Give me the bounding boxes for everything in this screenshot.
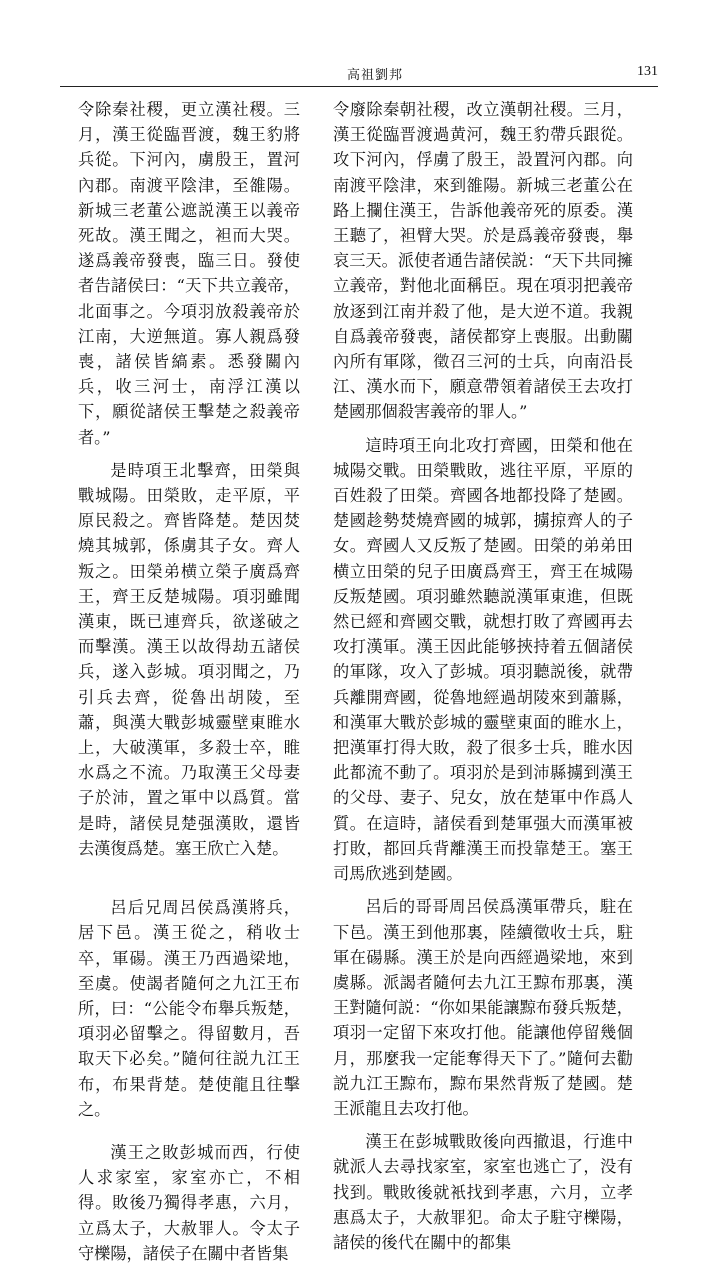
- classical-paragraph: 令除秦社稷，更立漢社稷。三月，漢王從臨晋渡，魏王豹將兵從。下河內，虜殷王，置河內郡。南渡平陰津，至雒陽。新城三老董公遮説漢王以義帝死故。漢王聞之，袒而大哭。遂爲義帝發喪，臨三日。發使者告諸侯曰：“天下共立義帝，北面事之。今項羽放殺義帝於江南，大逆無道。寡人親爲發喪，諸侯皆縞素。悉發關內兵，收三河士，南浮江漢以下，願從諸侯王擊楚之殺義帝者。”: [78, 100, 300, 447]
- header-rule: [60, 86, 658, 87]
- classical-paragraph: 呂后兄周呂侯爲漢將兵，居下邑。漢王從之，稍收士卒，軍碭。漢王乃西過梁地，至虞。使謁者隨何之九江王布所，曰：“公能令布舉兵叛楚，項羽必留擊之。得留數月，吾取天下必矣。”隨何往説九江王布，布果背楚。楚使龍且往擊之。: [78, 898, 300, 1119]
- translation-paragraph: 呂后的哥哥周呂侯爲漢軍帶兵，駐在下邑。漢王到他那裏，陸續徵收士兵，駐軍在碭縣。漢王於是向西經過梁地，來到虞縣。派謁者隨何去九江王黥布那裏，漢王對隨何説：“你如果能讓黥布發兵叛楚，項羽一定留下來攻打他。能讓他停留幾個月，那麼我一定能奪得天下了。”隨何去勸説九江王黥布，黥布果然背叛了楚國。楚王派龍且去攻打他。: [333, 897, 633, 1118]
- classical-text-column: [78, 97, 300, 1274]
- page-header: [60, 64, 658, 86]
- classical-paragraph: 是時項王北擊齊，田榮與戰城陽。田榮敗，走平原，平原民殺之。齊皆降楚。楚因焚燒其城郭，係虜其子女。齊人叛之。田榮弟横立榮子廣爲齊王，齊王反楚城陽。項羽雖聞漢東，既已連齊兵，欲遂破之而擊漢。漢王以故得劫五諸侯兵，遂入彭城。項羽聞之，乃引兵去齊，從魯出胡陵，至蕭，與漢大戰彭城靈壁東睢水上，大破漢軍，多殺士卒，睢水爲之不流。乃取漢王父母妻子於沛，置之軍中以爲質。當是時，諸侯見楚强漢敗，還皆去漢復爲楚。塞王欣亡入楚。: [78, 460, 300, 858]
- page-number: 131: [637, 64, 658, 79]
- translation-paragraph: 這時項王向北攻打齊國，田榮和他在城陽交戰。田榮戰敗，逃往平原，平原的百姓殺了田榮。齊國各地都投降了楚國。楚國趁勢焚燒齊國的城郭，擄掠齊人的子女。齊國人又反叛了楚國。田榮的弟弟田横立田榮的兒子田廣爲齊王，齊王在城陽反叛楚國。項羽雖然聽説漢軍東進，但既然已經和齊國交戰，就想打敗了齊國再去攻打漢軍。漢王因此能够挾持着五個諸侯的軍隊，攻入了彭城。項羽聽説後，就帶兵離開齊國，從魯地經過胡陵來到蕭縣，和漢軍大戰於彭城的靈壁東面的睢水上，把漢軍打得大敗，殺了很多士兵，睢水因此都流不動了。項羽於是到沛縣擄到漢王的父母、妻子、兒女，放在楚軍中作爲人質。在這時，諸侯看到楚軍强大而漢軍被打敗，都回兵背離漢王而投靠楚王。塞王司馬欣逃到楚國。: [333, 435, 633, 884]
- classical-paragraph: 漢王之敗彭城而西，行使人求家室，家室亦亡，不相得。敗後乃獨得孝惠，六月，立爲太子，大赦罪人。令太子守櫟陽，諸侯子在關中者皆集: [78, 1142, 300, 1263]
- translation-paragraph: 漢王在彭城戰敗後向西撤退，行進中就派人去尋找家室，家室也逃亡了，没有找到。戰敗後就衹找到孝惠，六月，立孝惠爲太子，大赦罪犯。命太子駐守櫟陽，諸侯的後代在關中的都集: [333, 1132, 633, 1252]
- running-title: 高祖劉邦: [346, 68, 403, 83]
- modern-translation-column: [333, 97, 633, 1263]
- translation-paragraph: 令廢除秦朝社稷，改立漢朝社稷。三月，漢王從臨晋渡過黄河，魏王豹帶兵跟從。攻下河內，俘虜了殷王，設置河內郡。向南渡平陰津，來到雒陽。新城三老董公在路上攔住漢王，告訴他義帝死的原委。漢王聽了，袒臂大哭。於是爲義帝發喪，舉哀三天。派使者通告諸侯説：“天下共同擁立義帝，對他北面稱臣。現在項羽把義帝放逐到江南并殺了他，是大逆不道。我親自爲義帝發喪，諸侯都穿上喪服。出動關內所有軍隊，徵召三河的士兵，向南沿長江、漢水而下，願意帶領着諸侯王去攻打楚國那個殺害義帝的罪人。”: [333, 100, 633, 422]
